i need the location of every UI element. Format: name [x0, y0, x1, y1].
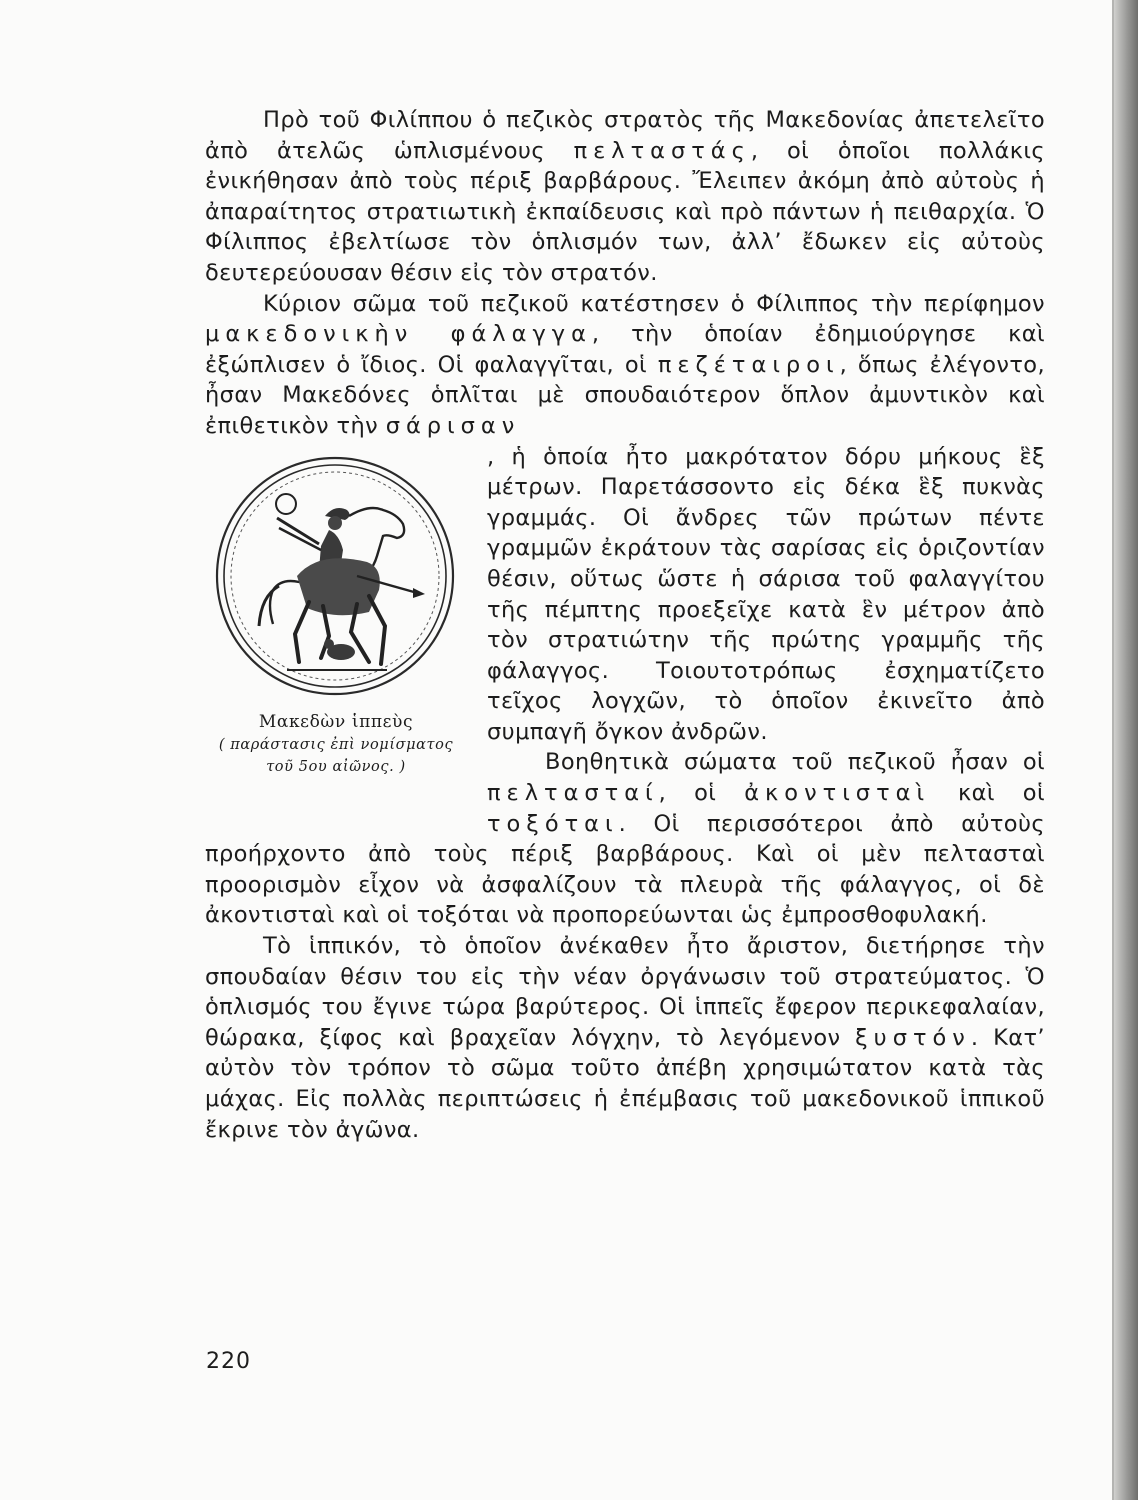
- text-segment: , ὅπως ἐλέγοντο, ἦσαν Μακεδόνες ὁπλῖται μὲ σπουδαιότερον ὅπλον ἀμυντικὸν καὶ ἐπιθετικὸν τὴν: [205, 351, 1045, 439]
- text-segment: Τὸ ἱππικόν, τὸ ὁποῖον ἀνέκαθεν ἦτο ἄριστον, διετήρησε τὴν σπουδαίαν θέσιν του εἰς τὴν νέαν ὀργάνωσιν τοῦ στρατεύματος. Ὁ ὁπλισμός του ἔγινε τώρα βαρύτερος. Οἱ ἱππεῖς ἔφερον περικεφαλαίαν, θώρακα, ξίφος καὶ βραχεῖαν λόγχην, τὸ λεγόμενον: [205, 933, 1045, 1051]
- page-binding-edge: [1112, 0, 1138, 1500]
- spaced-term: σάρισαν: [385, 412, 521, 439]
- text-segment: , οἱ: [658, 780, 745, 807]
- spaced-term: ξυστόν: [855, 1024, 971, 1051]
- figure-caption: [201, 710, 471, 778]
- spaced-term: τοξόται: [487, 810, 619, 837]
- text-segment: . Κατ’ αὐτὸν τὸν τρόπον τὸ σῶμα τοῦτο ἀπέβη χρησιμώτατον κατὰ τὰς μάχας. Εἰς πολλὰς περιπτώσεις ἡ ἐπέμβασις τοῦ μακεδονικοῦ ἱππικοῦ ἔκρινε τὸν ἀγῶνα.: [205, 1024, 1045, 1143]
- page-number: 220: [206, 1349, 251, 1374]
- paragraph-2: [205, 289, 1045, 442]
- text-segment: Πρὸ τοῦ Φιλίππου ὁ πεζικὸς στρατὸς τῆς Μακεδονίας ἀπετελεῖτο ἀπὸ ἀτελῶς ὡπλισμένους: [205, 107, 1045, 164]
- paragraph-1: [205, 105, 1045, 289]
- coin-illustration: [207, 446, 463, 702]
- spaced-term: πεζέταιροι: [657, 351, 840, 378]
- text-segment: Βοηθητικὰ σώματα τοῦ πεζικοῦ ἦσαν οἱ: [545, 749, 1045, 776]
- page-edge-line: [1112, 0, 1114, 1500]
- caption-title: Μακεδὼν ἱππεὺς: [258, 711, 414, 732]
- text-segment: Κύριον σῶμα τοῦ πεζικοῦ κατέστησεν ὁ Φίλιππος τὴν περίφημον: [263, 290, 1045, 317]
- text-segment: , οἱ ὁποῖοι πολλάκις ἐνικήθησαν ἀπὸ τοὺς πέριξ βαρβάρους. Ἔλειπεν ἀκόμη ἀπὸ αὐτοὺς ἡ ἀπαραίτητος στρατιωτικὴ ἐκπαίδευσις καὶ πρὸ πάντων ἡ πειθαρχία. Ὁ Φίλιππος ἐβελτίωσε τὸν ὁπλισμόν των, ἀλλ’ ἔδωκεν εἰς αὐτοὺς δευτερεύουσαν θέσιν εἰς τὸν στρατόν.: [205, 137, 1045, 286]
- spaced-term: πελτασταί: [487, 780, 659, 807]
- body-text: [205, 105, 1045, 1145]
- paragraph-4: [205, 931, 1045, 1145]
- text-segment: καὶ οἱ: [930, 780, 1045, 807]
- spaced-term: μακεδονικὴν φάλαγγα: [205, 321, 592, 348]
- text-segment: . Οἱ περισσότεροι ἀπὸ αὐτοὺς προήρχοντο ἀπὸ τοὺς πέριξ βαρβάρους. Καὶ οἱ μὲν πελτασταὶ προορισμὸν εἶχον νὰ ἀσφαλίζουν τὰ πλευρὰ τῆς φάλαγγος, οἱ δὲ ἀκοντισταὶ καὶ οἱ τοξόται νὰ προπορεύωνται ὡς ἐμπροσθοφυλακή.: [205, 810, 1045, 929]
- text-segment: , τὴν ὁποίαν ἐδημιούργησε καὶ ἐξώπλισεν ὁ ἴδιος. Οἱ φαλαγγῖται, οἱ: [205, 321, 1045, 378]
- caption-note: ( παράστασις ἐπὶ νομίσματος τοῦ 5ου αἰῶνος. ): [218, 736, 454, 775]
- text-segment: , ἡ ὁποία ἦτο μακρότατον δόρυ μήκους ἓξ μέτρων. Παρετάσσοντο εἰς δέκα ἓξ πυκνὰς γραμμάς. Οἱ ἄνδρες τῶν πρώτων πέντε γραμμῶν ἐκράτουν τὰς σαρίσας εἰς ὁριζοντίαν θέσιν, οὕτως ὥστε ἡ σάρισα τοῦ φαλαγγίτου τῆς πέμπτης προεξεῖχε κατὰ ἓν μέτρον ἀπὸ τὸν στρατιώτην τῆς πρώτης γραμμῆς τῆς φάλαγγος. Τοιουτοτρόπως ἐσχηματίζετο τεῖχος λογχῶν, τὸ ὁποῖον ἐκινεῖτο ἀπὸ συμπαγῆ ὄγκον ἀνδρῶν.: [487, 443, 1045, 745]
- spaced-term: πελταστάς: [573, 137, 751, 164]
- spaced-term: ἀκοντισταὶ: [744, 780, 931, 807]
- coin-horseman-drawing: [207, 446, 463, 702]
- coin-figure: [201, 446, 471, 816]
